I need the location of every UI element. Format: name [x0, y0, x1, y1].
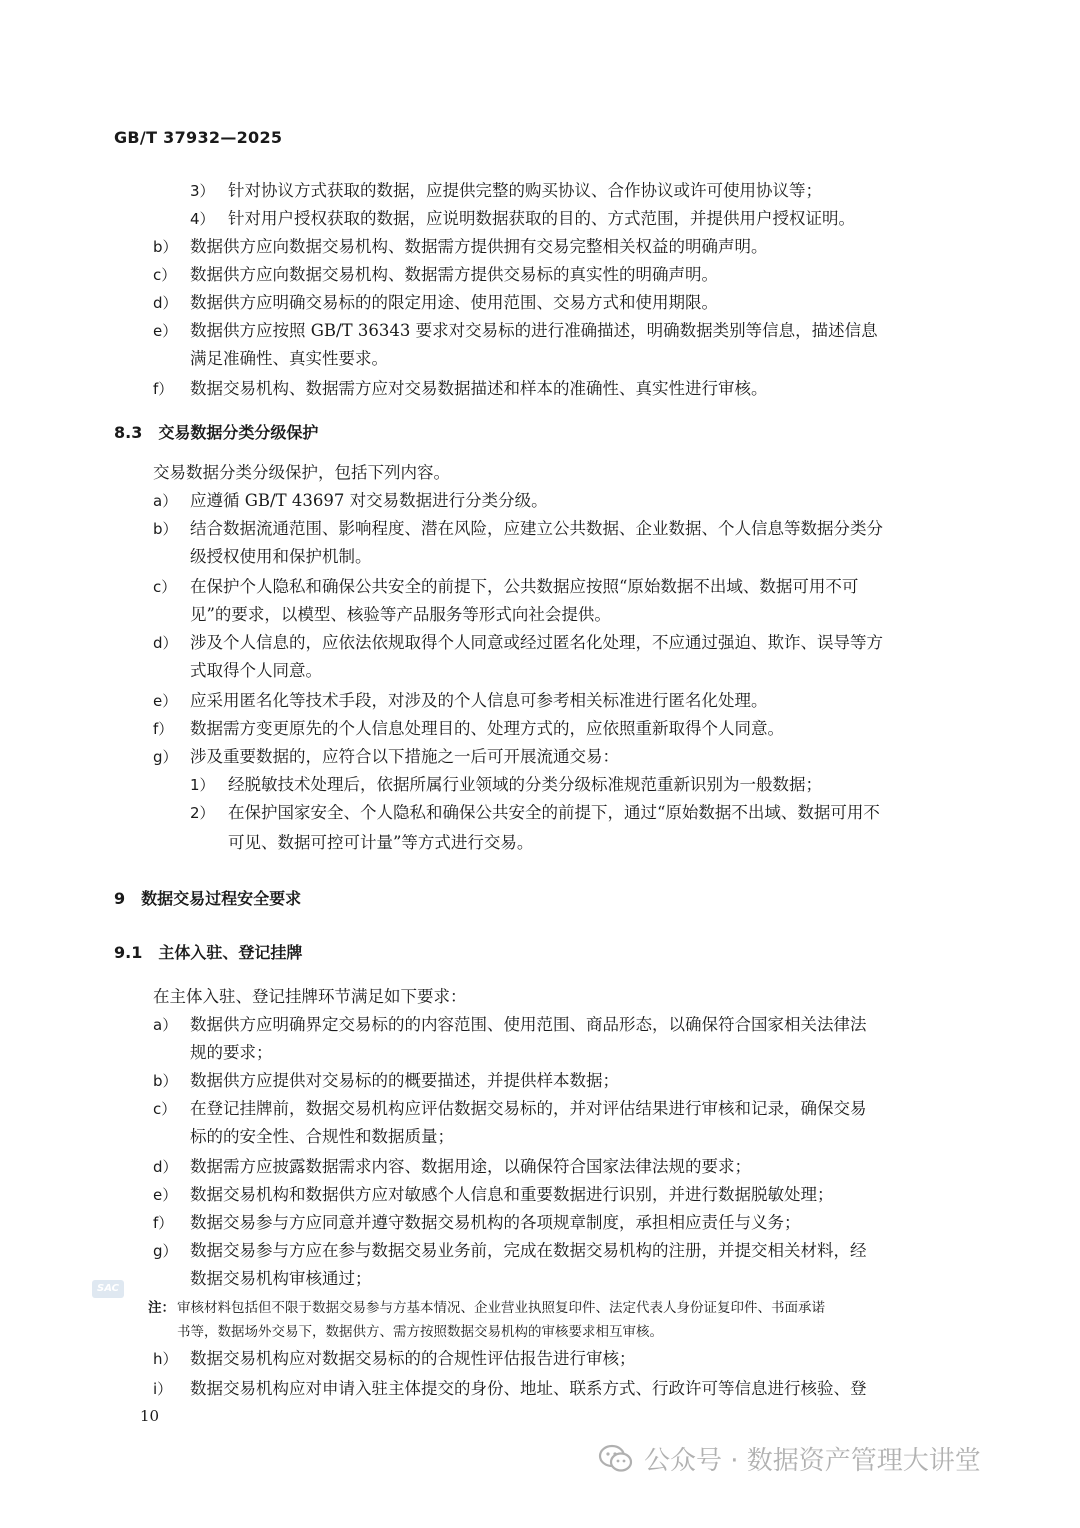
- standard-number: GB/T 37932—2025: [114, 128, 283, 147]
- item-text: 涉及重要数据的，应符合以下措施之一后可开展流通交易：: [190, 747, 619, 766]
- item-text: 应遵循 GB/T 43697 对交易数据进行分类分级。: [190, 491, 548, 510]
- note-text: 审核材料包括但不限于数据交易参与方基本情况、企业营业执照复印件、法定代表人身份证复印件、书面承诺: [177, 1300, 825, 1316]
- item-text: 数据需方变更原先的个人信息处理目的、处理方式的，应依照重新取得个人同意。: [190, 719, 784, 738]
- item-text: 数据交易机构应对数据交易标的的合规性评估报告进行审核；: [190, 1349, 636, 1368]
- item-text: 数据交易机构、数据需方应对交易数据描述和样本的准确性、真实性进行审核。: [190, 379, 768, 398]
- item-text-cont: 可见、数据可控可计量”等方式进行交易。: [228, 833, 534, 852]
- section-heading-8-3: 8.3 交易数据分类分级保护: [114, 423, 319, 442]
- item-label: d）: [153, 1158, 178, 1176]
- item-label: 1）: [190, 776, 215, 794]
- item-text-cont: 满足准确性、真实性要求。: [190, 349, 388, 368]
- item-label: i）: [153, 1380, 173, 1398]
- item-text-cont: 式取得个人同意。: [190, 661, 322, 680]
- item-text: 针对协议方式获取的数据，应提供完整的购买协议、合作协议或许可使用协议等；: [228, 181, 822, 200]
- item-label: c）: [153, 1100, 177, 1118]
- item-text: 数据供方应按照 GB/T 36343 要求对交易标的进行准确描述，明确数据类别等信息，描述信息: [190, 321, 878, 340]
- item-label: g）: [153, 1242, 178, 1260]
- item-text: 应采用匿名化等技术手段，对涉及的个人信息可参考相关标准进行匿名化处理。: [190, 691, 768, 710]
- item-label: 2）: [190, 804, 215, 822]
- item-label: b）: [153, 238, 178, 256]
- item-label: b）: [153, 1072, 178, 1090]
- item-text: 在保护个人隐私和确保公共安全的前提下，公共数据应按照“原始数据不出域、数据可用不可: [190, 577, 859, 596]
- item-text: 数据交易机构应对申请入驻主体提交的身份、地址、联系方式、行政许可等信息进行核验、登: [190, 1379, 867, 1398]
- item-label: f）: [153, 720, 174, 738]
- item-text: 数据供方应提供对交易标的的概要描述，并提供样本数据；: [190, 1071, 619, 1090]
- page-number: 10: [140, 1407, 160, 1425]
- item-text-cont: 数据交易机构审核通过；: [190, 1269, 372, 1288]
- note-text-cont: 书等，数据场外交易下，数据供方、需方按照数据交易机构的审核要求相互审核。: [177, 1324, 663, 1340]
- item-text: 数据供方应明确交易标的的限定用途、使用范围、交易方式和使用期限。: [190, 293, 718, 312]
- item-label: a）: [153, 492, 178, 510]
- item-label: 3）: [190, 182, 215, 200]
- item-label: f）: [153, 380, 174, 398]
- item-label: e）: [153, 322, 178, 340]
- item-text: 数据交易机构和数据供方应对敏感个人信息和重要数据进行识别，并进行数据脱敏处理；: [190, 1185, 834, 1204]
- item-text: 在保护国家安全、个人隐私和确保公共安全的前提下，通过“原始数据不出域、数据可用不: [228, 803, 880, 822]
- item-text-cont: 级授权使用和保护机制。: [190, 547, 372, 566]
- section-intro: 在主体入驻、登记挂牌环节满足如下要求：: [153, 987, 467, 1006]
- item-label: a）: [153, 1016, 178, 1034]
- section-heading-9-1: 9.1 主体入驻、登记挂牌: [114, 943, 303, 962]
- item-text: 针对用户授权获取的数据，应说明数据获取的目的、方式范围，并提供用户授权证明。: [228, 209, 855, 228]
- item-text: 数据供方应明确界定交易标的的内容范围、使用范围、商品形态，以确保符合国家相关法律法: [190, 1015, 867, 1034]
- item-label: g）: [153, 748, 178, 766]
- sac-watermark-logo: SAC: [92, 1280, 124, 1298]
- item-label: h）: [153, 1350, 178, 1368]
- item-label: d）: [153, 634, 178, 652]
- item-text: 数据供方应向数据交易机构、数据需方提供交易标的真实性的明确声明。: [190, 265, 718, 284]
- wechat-account-name: 公众号 · 数据资产管理大讲堂: [644, 1446, 981, 1476]
- item-text-cont: 见”的要求，以模型、核验等产品服务等形式向社会提供。: [190, 605, 611, 624]
- item-text-cont: 规的要求；: [190, 1043, 273, 1062]
- wechat-watermark: [598, 1440, 981, 1477]
- item-label: d）: [153, 294, 178, 312]
- item-text: 数据供方应向数据交易机构、数据需方提供拥有交易完整相关权益的明确声明。: [190, 237, 768, 256]
- section-heading-9: 9 数据交易过程安全要求: [114, 889, 302, 908]
- item-label: e）: [153, 1186, 178, 1204]
- item-text: 涉及个人信息的，应依法依规取得个人同意或经过匿名化处理，不应通过强迫、欺诈、误导等方: [190, 633, 883, 652]
- item-text: 数据交易参与方应同意并遵守数据交易机构的各项规章制度，承担相应责任与义务；: [190, 1213, 801, 1232]
- item-label: c）: [153, 266, 177, 284]
- item-text: 在登记挂牌前，数据交易机构应评估数据交易标的，并对评估结果进行审核和记录，确保交易: [190, 1099, 867, 1118]
- item-text: 经脱敏技术处理后，依据所属行业领域的分类分级标准规范重新识别为一般数据；: [228, 775, 822, 794]
- item-label: b）: [153, 520, 178, 538]
- note-label: 注：: [148, 1300, 175, 1316]
- item-text: 结合数据流通范围、影响程度、潜在风险，应建立公共数据、企业数据、个人信息等数据分类分: [190, 519, 883, 538]
- item-label: f）: [153, 1214, 174, 1232]
- item-label: 4）: [190, 210, 215, 228]
- item-text: 数据交易参与方应在参与数据交易业务前，完成在数据交易机构的注册，并提交相关材料，经: [190, 1241, 867, 1260]
- section-intro: 交易数据分类分级保护，包括下列内容。: [153, 463, 450, 482]
- item-text-cont: 标的的安全性、合规性和数据质量；: [190, 1127, 454, 1146]
- item-text: 数据需方应披露数据需求内容、数据用途，以确保符合国家法律法规的要求；: [190, 1157, 751, 1176]
- item-label: e）: [153, 692, 178, 710]
- item-label: c）: [153, 578, 177, 596]
- wechat-icon: [598, 1444, 634, 1474]
